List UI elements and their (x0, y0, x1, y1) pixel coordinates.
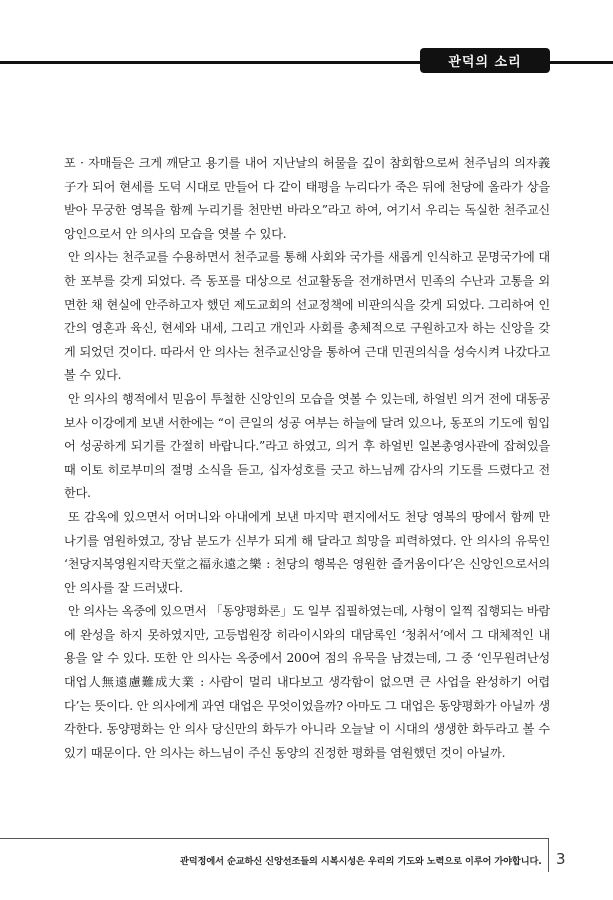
page-number: 3 (556, 850, 566, 868)
article-body (64, 152, 550, 765)
paragraph-3: 안 의사의 행적에서 믿음이 투철한 신앙인의 모습을 엿볼 수 있는데, 하얼빈 의거 전에 대동공보사 이강에게 보낸 서한에는 “이 큰일의 성공 여부는 하늘에 달려 있으나, 동포의 기도에 힘입어 성공하게 되기를 간절히 바랍니다.”라고 하였고, 의거 후 하얼빈 일본총영사관에 잡혀있을 때 이토 히로부미의 절명 소식을 듣고, 십자성호를 긋고 하느님께 감사의 기도를 드렸다고 전한다. (64, 391, 550, 501)
paragraph-5: 안 의사는 옥중에 있으면서 「동양평화론」도 일부 집필하였는데, 사형이 일찍 집행되는 바람에 완성을 하지 못하였지만, 고등법원장 히라이시와의 대담록인 ‘청취서’에서 그 대체적인 내용을 알 수 있다. 또한 안 의사는 옥중에서 200여 점의 유묵을 남겼는데, 그 중 ‘인무원려난성대업人無遠慮難成大業 : 사람이 멀리 내다보고 생각함이 없으면 큰 사업을 완성하기 어렵다’는 뜻이다. 안 의사에게 과연 대업은 무엇이었을까? 아마도 그 대업은 동양평화가 아닐까 생각한다. 동양평화는 안 의사 당신만의 화두가 아니라 오늘날 이 시대의 생생한 화두라고 볼 수 있기 때문이다. 안 의사는 하느님이 주신 동양의 진정한 평화를 염원했던 것이 아닐까. (64, 604, 550, 760)
paragraph-4: 또 감옥에 있으면서 어머니와 아내에게 보낸 마지막 편지에서도 천당 영복의 땅에서 함께 만나기를 염원하였고, 장남 분도가 신부가 되게 해 달라고 희망을 피력하였다. 안 의사의 유묵인 ‘천당지복영원지락天堂之福永遠之樂 : 천당의 행복은 영원한 즐거움이다’은 신앙인으로서의 안 의사를 잘 드러냈다. (64, 509, 550, 595)
footer-rule (0, 838, 548, 839)
paragraph-2: 안 의사는 천주교를 수용하면서 천주교를 통해 사회와 국가를 새롭게 인식하고 문명국가에 대한 포부를 갖게 되었다. 즉 동포를 대상으로 선교활동을 전개하면서 민족의 수난과 고통을 외면한 채 현실에 안주하고자 했던 제도교회의 선교정책에 비판의식을 갖게 되었다. 그리하여 인간의 영혼과 육신, 현세와 내세, 그리고 개인과 사회를 총체적으로 구원하고자 하는 신앙을 갖게 되었던 것이다. 따라서 안 의사는 천주교신앙을 통하여 근대 민권의식을 성숙시켜 나갔다고 볼 수 있다. (64, 250, 550, 383)
footer-divider (548, 838, 549, 872)
footer-tagline: 관덕정에서 순교하신 신앙선조들의 시복시성은 우리의 기도와 노력으로 이루어 가야합니다. (180, 856, 542, 867)
paragraph-1: 포 · 자매들은 크게 깨닫고 용기를 내어 지난날의 허물을 깊이 참회함으로써 천주님의 의자義子가 되어 현세를 도덕 시대로 만들어 다 같이 태평을 누리다가 죽은 뒤에 천당에 올라가 상을 받아 무궁한 영복을 함께 누리기를 천만번 바라오”라고 하여, 여기서 우리는 독실한 천주교신앙인으로서 안 의사의 모습을 엿볼 수 있다. (64, 156, 550, 241)
section-title: 관덕의 소리 (420, 48, 550, 73)
